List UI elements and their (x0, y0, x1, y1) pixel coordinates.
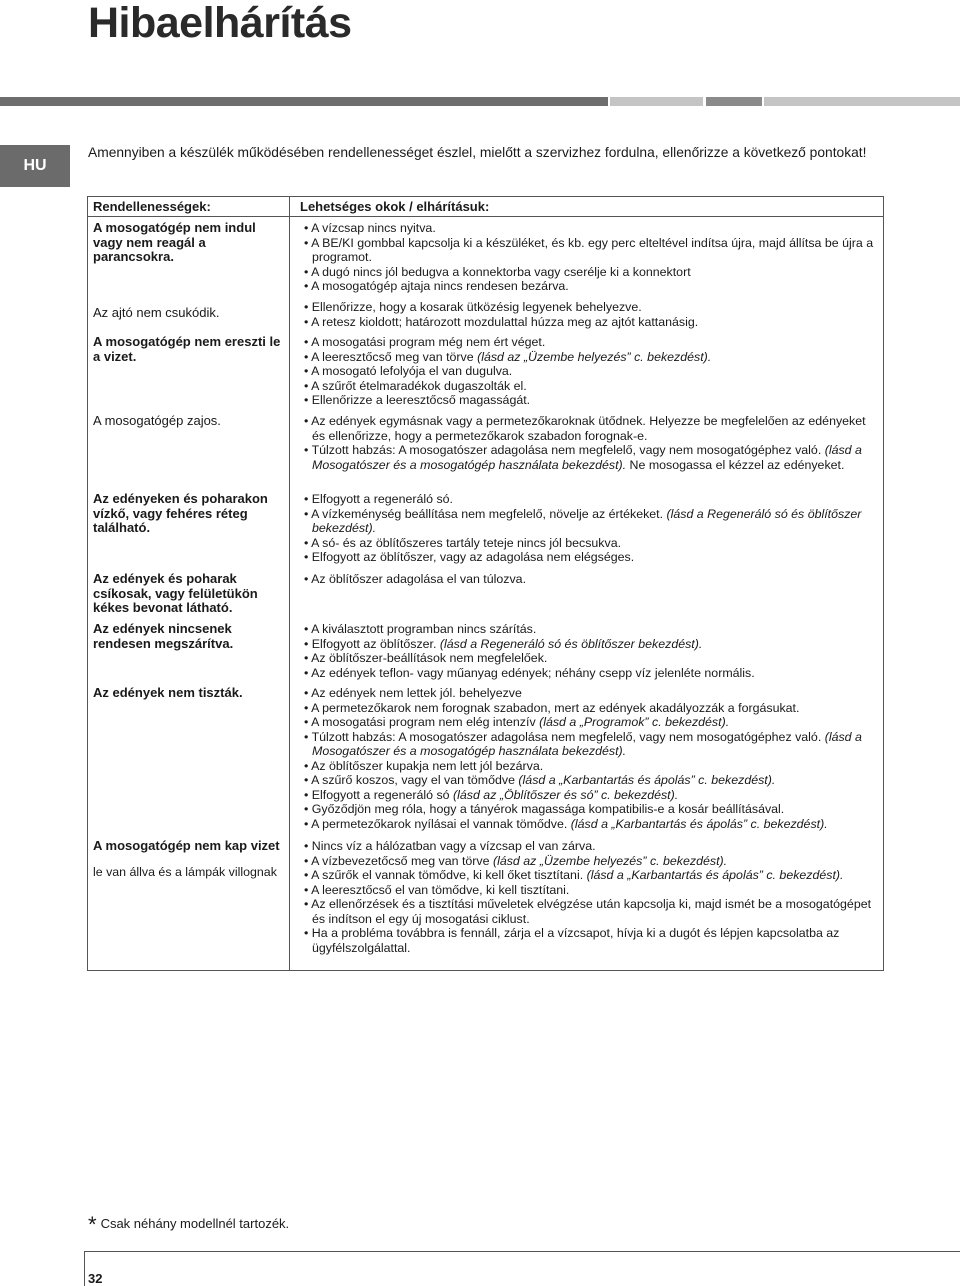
cause-text: Az edények egymásnak vagy a permetezőkaroknak ütődnek. Helyezze be megfelelően az edényeket és ellenőrizze, hogy a permetezőkarok szabadon forognak-e. (311, 414, 866, 443)
cause-text: A vízkeménység beállítása nem megfelelő, növelje az értékeket. (311, 506, 667, 521)
cause-item (300, 443, 880, 472)
problem-7: Az edények nem tiszták. (93, 685, 243, 700)
causes-8 (300, 839, 880, 955)
cause-item (300, 651, 880, 666)
cause-text: Elfogyott a regeneráló só (311, 787, 453, 802)
cause-text: A szűrők el vannak tömődve, ki kell őket tisztítani. (311, 868, 587, 882)
cause-item (300, 507, 880, 536)
cause-text: Az öblítőszer-beállítások nem megfelelőek. (311, 651, 548, 665)
cause-reference: (lásd a Regeneráló só és öblítőszer bekezdést). (312, 506, 862, 535)
cause-text: Ellenőrizze, hogy a kosarak ütközésig legyenek behelyezve. (311, 300, 642, 314)
cause-item (300, 350, 880, 365)
cause-text: A permetezőkarok nyílásai el vannak tömődve. (311, 816, 571, 831)
problem-8: A mosogatógép nem kap vizet (93, 838, 280, 853)
cause-item (300, 492, 880, 507)
cause-item (300, 897, 880, 926)
problem-1: Az ajtó nem csukódik. (93, 305, 220, 320)
cause-item (300, 622, 880, 637)
cause-item (300, 335, 880, 350)
cause-text: A dugó nincs jól bedugva a konnektorba vagy cserélje ki a konnektort (311, 264, 691, 279)
cause-item (300, 364, 880, 379)
cause-item (300, 701, 880, 716)
cause-text: A retesz kioldott; határozott mozdulattal húzza meg az ajtót kattanásig. (311, 314, 699, 329)
causes-6 (300, 622, 880, 680)
cause-text: Az öblítőszer adagolása el van túlozva. (311, 572, 527, 586)
cause-item (300, 379, 880, 394)
cause-text: A só- és az öblítőszeres tartály teteje nincs jól becsukva. (311, 535, 622, 550)
header-band-mid (706, 97, 762, 106)
cause-text-continued: Ne mosogassa el kézzel az edényeket. (626, 457, 845, 472)
cause-text: A vízbevezetőcső meg van törve (311, 853, 493, 868)
cause-text: A mosogatási program nem elég intenzív (311, 715, 540, 729)
cause-item (300, 536, 880, 551)
cause-item (300, 730, 880, 759)
causes-1 (300, 300, 880, 329)
problem-3: A mosogatógép zajos. (93, 413, 221, 428)
cause-reference: (lásd a „Karbantartás és ápolás” c. bekezdést). (586, 868, 844, 882)
language-tab: HU (0, 145, 70, 187)
cause-text: Ellenőrizze a leeresztőcső magasságát. (311, 393, 531, 407)
cause-item (300, 839, 880, 854)
cause-text: Ha a probléma továbbra is fennáll, zárja el a vízcsapot, hívja ki a dugót és lépjen kapcsolatba az ügyfélszolgálattal. (311, 926, 840, 955)
cause-text: Az öblítőszer kupakja nem lett jól bezárva. (311, 758, 544, 773)
problem-6: Az edények nincsenek rendesen megszárítva. (93, 621, 234, 651)
footer-rule (84, 1251, 960, 1252)
cause-text: A vízcsap nincs nyitva. (311, 221, 436, 235)
cause-item (300, 802, 880, 817)
cause-reference: (lásd a Mosogatószer és a mosogatógép használata bekezdést). (312, 443, 862, 472)
footnote-star: * (88, 1212, 97, 1237)
cause-text: A kiválasztott programban nincs szárítás. (311, 622, 537, 636)
cause-text: Nincs víz a hálózatban vagy a vízcsap el van zárva. (311, 839, 596, 853)
cause-item (300, 926, 880, 955)
intro-text: Amennyiben a készülék működésében rendellenességet észlel, mielőtt a szervizhez fordulna, ellenőrizze a következő pontokat! (88, 145, 867, 160)
header-band-dark (0, 97, 608, 106)
problem-0: A mosogatógép nem indul vagy nem reagál a parancsokra. (93, 220, 256, 264)
cause-item (300, 279, 880, 294)
page-title: Hibaelhárítás (88, 0, 352, 47)
cause-item (300, 393, 880, 408)
footer-vertical-rule (84, 1251, 85, 1286)
cause-reference: (lásd a „Programok” c. bekezdést). (539, 715, 730, 729)
cause-reference: (lásd az „Üzembe helyezés” c. bekezdést). (492, 853, 728, 868)
cause-item (300, 414, 880, 443)
cause-item (300, 637, 880, 652)
cause-item (300, 883, 880, 898)
page-number: 32 (88, 1271, 103, 1286)
cause-text: A mosogató lefolyója el van dugulva. (311, 364, 513, 378)
footnote-text: Csak néhány modellnél tartozék. (100, 1216, 290, 1231)
cause-text: Elfogyott a regeneráló só. (311, 492, 453, 506)
causes-2 (300, 335, 880, 408)
causes-4 (300, 492, 880, 565)
cause-text: Az edények teflon- vagy műanyag edények; néhány csepp víz jelenléte normális. (311, 665, 755, 680)
cause-text: Elfogyott az öblítőszer. (311, 636, 440, 651)
cause-reference: (lásd az „Üzembe helyezés” c. bekezdést). (477, 349, 712, 364)
cause-text: Túlzott habzás: A mosogatószer adagolása nem megfelelő, vagy nem mosogatógéphez való. (311, 729, 825, 744)
cause-item (300, 868, 880, 883)
problem-4: Az edényeken és poharakon vízkő, vagy fehéres réteg található. (93, 491, 268, 535)
cause-reference: (lásd a „Karbantartás és ápolás” c. bekezdést). (570, 816, 828, 831)
cause-text: A leeresztőcső el van tömődve, ki kell tisztítani. (311, 882, 570, 897)
cause-text: Győződjön meg róla, hogy a tányérok magassága kompatibilis-e a kosár beállításával. (311, 802, 785, 816)
cause-text: A szűrő koszos, vagy el van tömődve (311, 773, 519, 787)
header-problems: Rendellenességek: (93, 199, 211, 214)
causes-0 (300, 221, 880, 294)
cause-text: Az edények nem lettek jól. behelyezve (311, 686, 522, 700)
cause-text: A permetezőkarok nem forognak szabadon, mert az edények akadályozzák a forgásukat. (311, 700, 800, 715)
cause-item (300, 236, 880, 265)
cause-text: Az ellenőrzések és a tisztítási műveletek elvégzése után kapcsolja ki, majd ismét be a mosogatógépet és indítson el egy új mosogatási ciklust. (311, 897, 872, 926)
cause-item (300, 265, 880, 280)
causes-5 (300, 572, 880, 587)
header-band-light (610, 97, 703, 106)
cause-item (300, 715, 880, 730)
cause-text: Túlzott habzás: A mosogatószer adagolása nem megfelelő, vagy nem mosogatógéphez való. (311, 443, 825, 457)
header-band-light-right (764, 97, 960, 106)
cause-text: A BE/KI gombbal kapcsolja ki a készüléket, és kb. egy perc elteltével indítsa újra, majd állítsa be újra a programot. (311, 235, 874, 264)
cause-item (300, 300, 880, 315)
cause-text: A mosogatási program még nem ért véget. (311, 335, 546, 349)
table-column-divider (289, 196, 290, 971)
cause-item (300, 817, 880, 832)
cause-item (300, 550, 880, 565)
causes-3 (300, 414, 880, 472)
cause-text: A leeresztőcső meg van törve (311, 349, 478, 364)
cause-text: A szűrőt ételmaradékok dugaszolták el. (311, 378, 527, 393)
problem-2: A mosogatógép nem ereszti le a vizet. (93, 334, 281, 364)
problem-8-extra: le van állva és a lámpák villognak (93, 865, 277, 879)
cause-text: A mosogatógép ajtaja nincs rendesen bezárva. (311, 279, 569, 293)
header-causes: Lehetséges okok / elhárításuk: (300, 199, 490, 214)
table-header-divider (87, 216, 884, 217)
cause-item (300, 666, 880, 681)
cause-reference: (lásd a Mosogatószer és a mosogatógép használata bekezdést). (312, 729, 862, 758)
cause-item (300, 759, 880, 774)
cause-item (300, 686, 880, 701)
cause-reference: (lásd a „Karbantartás és ápolás” c. bekezdést). (518, 773, 776, 787)
cause-item (300, 854, 880, 869)
cause-item (300, 773, 880, 788)
cause-item (300, 315, 880, 330)
cause-reference: (lásd a Regeneráló só és öblítőszer bekezdést). (439, 636, 703, 651)
cause-text: Elfogyott az öblítőszer, vagy az adagolása nem elégséges. (311, 550, 635, 564)
cause-item (300, 572, 880, 587)
problem-5: Az edények és poharak csíkosak, vagy felületükön kékes bevonat látható. (93, 571, 258, 615)
cause-item (300, 788, 880, 803)
causes-7 (300, 686, 880, 831)
cause-reference: (lásd az „Öblítőszer és só” c. bekezdést). (453, 787, 679, 802)
footnote (88, 1212, 289, 1238)
cause-item (300, 221, 880, 236)
